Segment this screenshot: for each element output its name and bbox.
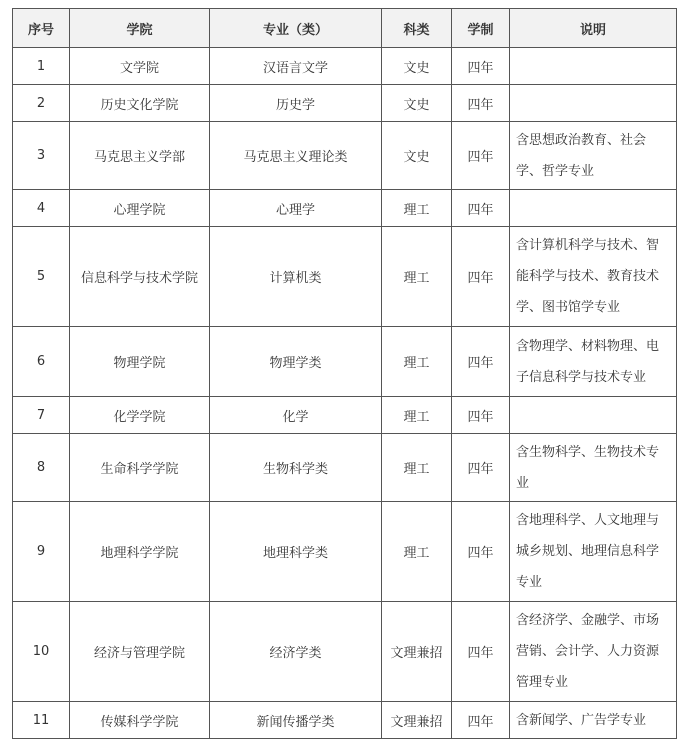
cell-college: 马克思主义学部 xyxy=(70,122,210,190)
cell-note xyxy=(510,48,677,85)
cell-no: 1 xyxy=(13,48,70,85)
table-row xyxy=(13,327,677,397)
cell-duration: 四年 xyxy=(452,602,510,702)
header-duration: 学制 xyxy=(452,9,510,48)
cell-category: 文史 xyxy=(382,122,452,190)
cell-major: 物理学类 xyxy=(210,327,382,397)
cell-duration: 四年 xyxy=(452,327,510,397)
header-category: 科类 xyxy=(382,9,452,48)
cell-note: 含地理科学、人文地理与城乡规划、地理信息科学专业 xyxy=(510,502,677,602)
cell-duration: 四年 xyxy=(452,227,510,327)
cell-no: 5 xyxy=(13,227,70,327)
cell-college: 文学院 xyxy=(70,48,210,85)
cell-major: 生物科学类 xyxy=(210,434,382,502)
cell-note: 含生物科学、生物技术专业 xyxy=(510,434,677,502)
cell-major: 经济学类 xyxy=(210,602,382,702)
cell-category: 文史 xyxy=(382,85,452,122)
cell-college: 经济与管理学院 xyxy=(70,602,210,702)
cell-category: 文理兼招 xyxy=(382,702,452,739)
header-no: 序号 xyxy=(13,9,70,48)
cell-no: 9 xyxy=(13,502,70,602)
cell-no: 4 xyxy=(13,190,70,227)
cell-college: 地理科学学院 xyxy=(70,502,210,602)
cell-duration: 四年 xyxy=(452,190,510,227)
cell-major: 化学 xyxy=(210,397,382,434)
cell-category: 理工 xyxy=(382,397,452,434)
table-row xyxy=(13,602,677,702)
cell-college: 化学学院 xyxy=(70,397,210,434)
table-row xyxy=(13,227,677,327)
cell-no: 2 xyxy=(13,85,70,122)
cell-note xyxy=(510,397,677,434)
cell-major: 心理学 xyxy=(210,190,382,227)
cell-duration: 四年 xyxy=(452,434,510,502)
cell-note: 含新闻学、广告学专业 xyxy=(510,702,677,739)
table-row xyxy=(13,502,677,602)
cell-no: 6 xyxy=(13,327,70,397)
cell-college: 信息科学与技术学院 xyxy=(70,227,210,327)
cell-note: 含思想政治教育、社会学、哲学专业 xyxy=(510,122,677,190)
cell-category: 理工 xyxy=(382,327,452,397)
cell-college: 物理学院 xyxy=(70,327,210,397)
cell-duration: 四年 xyxy=(452,397,510,434)
cell-major: 历史学 xyxy=(210,85,382,122)
cell-category: 理工 xyxy=(382,502,452,602)
header-row xyxy=(13,9,677,48)
header-major: 专业（类） xyxy=(210,9,382,48)
table-row xyxy=(13,85,677,122)
cell-college: 生命科学学院 xyxy=(70,434,210,502)
cell-major: 新闻传播学类 xyxy=(210,702,382,739)
table-row xyxy=(13,397,677,434)
table-row xyxy=(13,122,677,190)
cell-college: 传媒科学学院 xyxy=(70,702,210,739)
cell-college: 历史文化学院 xyxy=(70,85,210,122)
cell-no: 10 xyxy=(13,602,70,702)
cell-category: 理工 xyxy=(382,434,452,502)
cell-major: 汉语言文学 xyxy=(210,48,382,85)
cell-note: 含经济学、金融学、市场营销、会计学、人力资源管理专业 xyxy=(510,602,677,702)
cell-no: 7 xyxy=(13,397,70,434)
cell-major: 地理科学类 xyxy=(210,502,382,602)
cell-duration: 四年 xyxy=(452,502,510,602)
cell-note xyxy=(510,190,677,227)
cell-no: 8 xyxy=(13,434,70,502)
cell-major: 计算机类 xyxy=(210,227,382,327)
table-row xyxy=(13,190,677,227)
cell-category: 文理兼招 xyxy=(382,602,452,702)
cell-duration: 四年 xyxy=(452,48,510,85)
cell-note: 含物理学、材料物理、电子信息科学与技术专业 xyxy=(510,327,677,397)
majors-table xyxy=(12,8,677,739)
cell-note: 含计算机科学与技术、智能科学与技术、教育技术学、图书馆学专业 xyxy=(510,227,677,327)
cell-no: 3 xyxy=(13,122,70,190)
cell-category: 理工 xyxy=(382,190,452,227)
header-note: 说明 xyxy=(510,9,677,48)
cell-no: 11 xyxy=(13,702,70,739)
cell-duration: 四年 xyxy=(452,702,510,739)
cell-duration: 四年 xyxy=(452,122,510,190)
cell-major: 马克思主义理论类 xyxy=(210,122,382,190)
cell-category: 理工 xyxy=(382,227,452,327)
header-college: 学院 xyxy=(70,9,210,48)
cell-college: 心理学院 xyxy=(70,190,210,227)
cell-duration: 四年 xyxy=(452,85,510,122)
cell-note xyxy=(510,85,677,122)
table-row xyxy=(13,48,677,85)
cell-category: 文史 xyxy=(382,48,452,85)
table-row xyxy=(13,702,677,739)
table-row xyxy=(13,434,677,502)
